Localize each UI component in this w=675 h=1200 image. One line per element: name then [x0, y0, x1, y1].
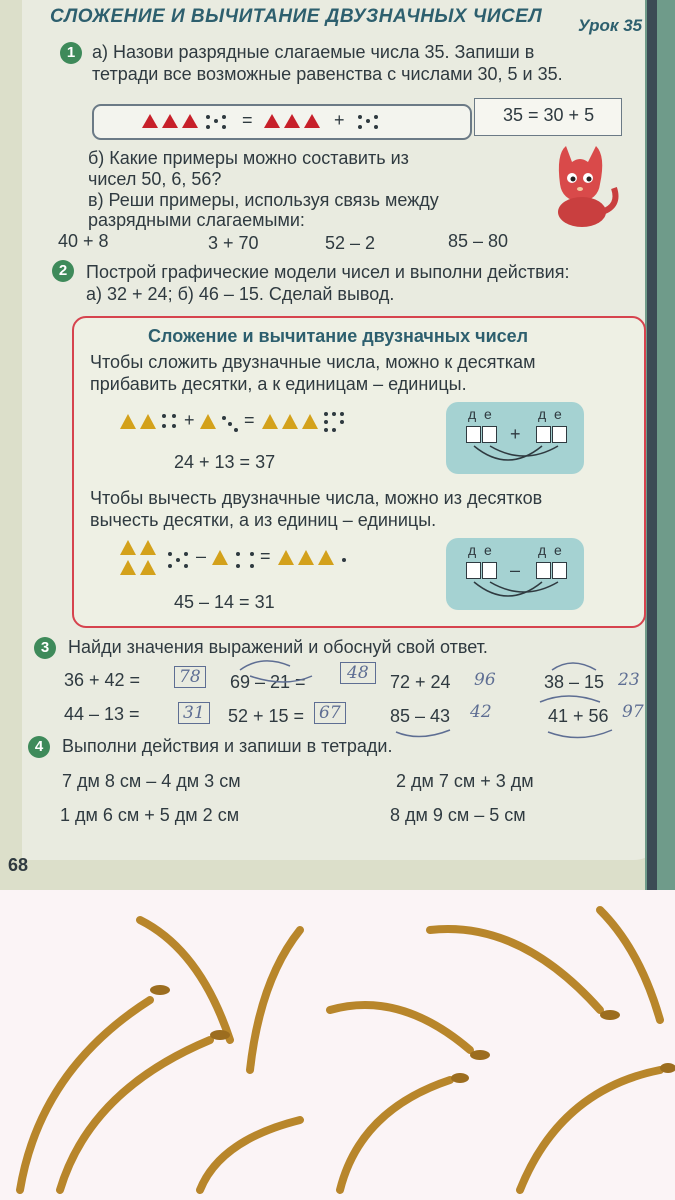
task-4-item-4: 8 дм 9 см – 5 см	[390, 805, 526, 825]
task-2-number: 2	[52, 260, 74, 282]
task-1c-example-1: 40 + 8	[58, 231, 109, 251]
scheme-plus: +	[510, 424, 521, 444]
unit-dot-icon	[162, 424, 166, 428]
tens-triangle-icon	[140, 414, 156, 429]
rule-sub-example: 45 – 14 = 31	[174, 592, 275, 612]
task-3-expr-7: 85 – 43	[390, 706, 451, 726]
unit-dot-icon	[250, 552, 254, 556]
page-number: 68	[8, 855, 29, 875]
task-1c-example-3: 52 – 2	[325, 233, 376, 253]
task-2-line-1: Построй графические модели чисел и выполни действия:	[86, 262, 570, 282]
task-4-title: Выполни действия и запиши в тетради.	[62, 736, 393, 756]
unit-dot-icon	[184, 564, 188, 568]
handwritten-answer: 23	[618, 670, 640, 690]
unit-dot-icon	[340, 420, 344, 424]
ones-label: е	[554, 406, 562, 422]
book-spine-edge	[647, 0, 657, 890]
tens-triangle-icon	[304, 114, 320, 128]
unit-dot-icon	[374, 125, 378, 129]
tens-triangle-icon	[120, 414, 136, 429]
tens-label: д	[468, 542, 477, 558]
unit-dot-icon	[358, 115, 362, 119]
unit-dot-icon	[222, 416, 226, 420]
unit-dot-icon	[222, 125, 226, 129]
tens-triangle-icon	[140, 540, 156, 555]
unit-dot-icon	[324, 412, 328, 416]
tens-triangle-icon	[284, 114, 300, 128]
unit-dot-icon	[214, 119, 218, 123]
unit-dot-icon	[332, 428, 336, 432]
tens-triangle-icon	[298, 550, 314, 565]
ones-label: е	[484, 542, 492, 558]
tens-triangle-icon	[318, 550, 334, 565]
sample-equation-card	[474, 98, 622, 136]
unit-dot-icon	[168, 552, 172, 556]
place-value-scheme-add	[446, 402, 584, 474]
task-4-number: 4	[28, 736, 50, 758]
model-plus-sign: +	[334, 110, 345, 130]
task-1c-example-2: 3 + 70	[208, 233, 259, 253]
lesson-label: Урок 35	[578, 16, 643, 35]
tens-label: д	[468, 406, 477, 422]
task-1a-line-2: тетради все возможные равенства с числами 30, 5 и 35.	[92, 64, 563, 84]
task-1a-line-1: а) Назови разрядные слагаемые числа 35. Запиши в	[92, 42, 535, 62]
unit-dot-icon	[236, 564, 240, 568]
tens-label: д	[538, 542, 547, 558]
handwritten-answer: 67	[314, 702, 346, 724]
scheme-minus: –	[510, 560, 521, 580]
task-3-expr-8: 41 + 56	[548, 706, 609, 726]
tens-triangle-icon	[140, 560, 156, 575]
rule-sub-line-1: Чтобы вычесть двузначные числа, можно из десятков	[90, 488, 543, 508]
rule-add-line-2: прибавить десятки, а к единицам – единицы.	[90, 374, 467, 394]
task-3-expr-2: 69 – 21 =	[230, 672, 306, 692]
unit-dot-icon	[324, 420, 328, 424]
unit-dot-icon	[172, 424, 176, 428]
unit-dot-icon	[228, 422, 232, 426]
rule-sub-equals: =	[260, 546, 271, 566]
tens-label: д	[538, 406, 547, 422]
unit-dot-icon	[162, 414, 166, 418]
task-3-expr-1: 36 + 42 =	[64, 670, 141, 690]
unit-dot-icon	[366, 119, 370, 123]
cat-mascot-icon	[540, 140, 620, 232]
tens-triangle-icon	[264, 114, 280, 128]
tens-triangle-icon	[278, 550, 294, 565]
task-1b-line-2: чисел 50, 6, 56?	[88, 169, 222, 189]
unit-dot-icon	[358, 125, 362, 129]
task-3-expr-3: 72 + 24	[390, 672, 451, 692]
tens-triangle-icon	[162, 114, 178, 128]
unit-dot-icon	[172, 414, 176, 418]
rule-add-example: 24 + 13 = 37	[174, 452, 276, 472]
task-4-item-1: 7 дм 8 см – 4 дм 3 см	[62, 771, 241, 791]
handwritten-answer: 31	[178, 702, 210, 724]
task-1c-example-4: 85 – 80	[448, 231, 509, 251]
tens-triangle-icon	[120, 540, 136, 555]
unit-dot-icon	[342, 558, 346, 562]
task-1-number: 1	[60, 42, 82, 64]
task-3-expr-4: 38 – 15	[544, 672, 605, 692]
rule-add-plus: +	[184, 410, 195, 430]
ones-label: е	[484, 406, 492, 422]
rule-add-equals: =	[244, 410, 255, 430]
tens-triangle-icon	[282, 414, 298, 429]
page-header-title: СЛОЖЕНИЕ И ВЫЧИТАНИЕ ДВУЗНАЧНЫХ ЧИСЕЛ	[50, 6, 543, 27]
place-value-scheme-sub	[446, 538, 584, 610]
task-3-expr-6: 52 + 15 =	[228, 706, 305, 726]
unit-dot-icon	[340, 412, 344, 416]
task-4-item-3: 1 дм 6 см + 5 дм 2 см	[60, 805, 240, 825]
task-3-title: Найди значения выражений и обоснуй свой ответ.	[68, 637, 488, 657]
unit-dot-icon	[222, 115, 226, 119]
pen-marks	[0, 640, 675, 750]
task-3-expr-5: 44 – 13 =	[64, 704, 140, 724]
rule-title: Сложение и вычитание двузначных чисел	[148, 326, 529, 346]
task-1c-line-2: разрядными слагаемыми:	[88, 210, 305, 230]
tens-triangle-icon	[302, 414, 318, 429]
unit-dot-icon	[176, 558, 180, 562]
handwritten-answer: 97	[622, 702, 644, 722]
ones-label: е	[554, 542, 562, 558]
task-1b-line-1: б) Какие примеры можно составить из	[88, 148, 409, 168]
gold-leaf-pattern	[0, 890, 675, 1200]
tens-triangle-icon	[212, 550, 228, 565]
rule-box	[72, 316, 646, 628]
unit-dot-icon	[324, 428, 328, 432]
tens-triangle-icon	[142, 114, 158, 128]
rule-sub-line-2: вычесть десятки, а из единиц – единицы.	[90, 510, 437, 530]
unit-dot-icon	[332, 412, 336, 416]
unit-dot-icon	[234, 428, 238, 432]
unit-dot-icon	[206, 125, 210, 129]
tens-triangle-icon	[120, 560, 136, 575]
handwritten-answer: 42	[470, 702, 492, 722]
rule-add-line-1: Чтобы сложить двузначные числа, можно к десяткам	[90, 352, 536, 372]
task-2-line-2: а) 32 + 24; б) 46 – 15. Сделай вывод.	[86, 284, 395, 304]
tens-triangle-icon	[182, 114, 198, 128]
tens-triangle-icon	[262, 414, 278, 429]
handwritten-answer: 78	[174, 666, 206, 688]
tablecloth-background	[0, 890, 675, 1200]
unit-dot-icon	[374, 115, 378, 119]
sample-equation: 35 = 30 + 5	[503, 105, 595, 125]
unit-dot-icon	[250, 564, 254, 568]
unit-dot-icon	[168, 564, 172, 568]
scheme-arcs	[446, 538, 584, 610]
task-1c-line-1: в) Реши примеры, используя связь между	[88, 190, 439, 210]
task-4-item-2: 2 дм 7 см + 3 дм	[396, 771, 534, 791]
model-equals-sign: =	[242, 110, 253, 130]
task-3-number: 3	[34, 637, 56, 659]
scheme-arcs	[446, 402, 584, 474]
unit-dot-icon	[206, 115, 210, 119]
rule-sub-minus: –	[196, 546, 207, 566]
unit-dot-icon	[184, 552, 188, 556]
unit-dot-icon	[236, 552, 240, 556]
task-1-model-box	[92, 104, 472, 140]
handwritten-answer: 96	[474, 670, 496, 690]
tens-triangle-icon	[200, 414, 216, 429]
handwritten-answer: 48	[340, 662, 376, 684]
